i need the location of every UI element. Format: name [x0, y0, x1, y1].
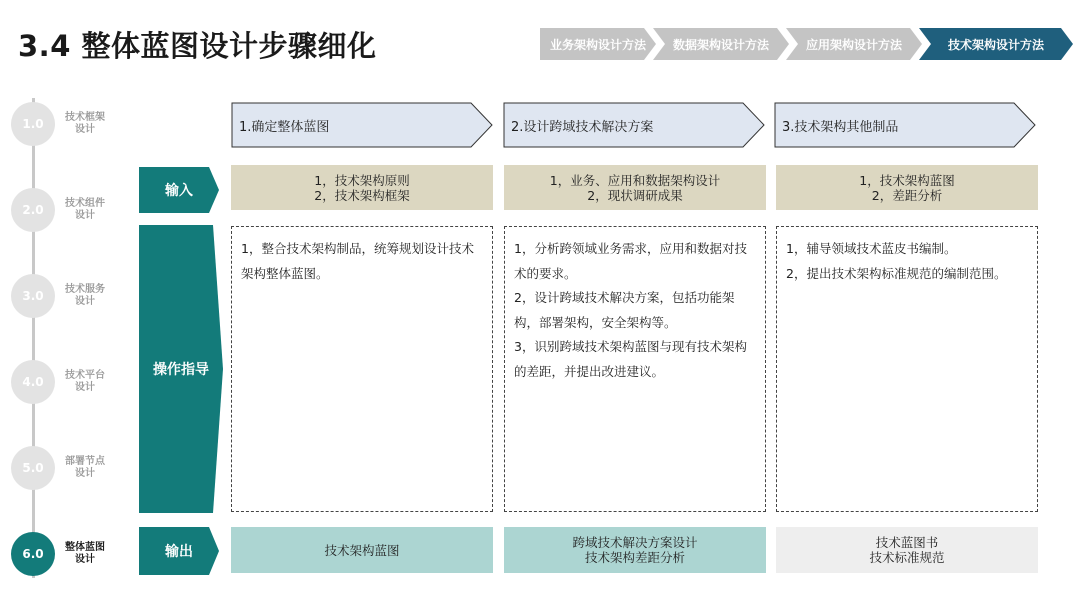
step-label-line2: 设计	[75, 382, 95, 393]
step-label-line2: 设计	[75, 296, 95, 307]
row-label-text: 输入	[165, 183, 193, 199]
input-line: 1，技术架构蓝图	[859, 172, 955, 188]
guide-item: 1，分析跨领域业务需求，应用和数据对技术的要求。	[514, 241, 747, 281]
breadcrumb-technology[interactable]	[919, 28, 1073, 60]
column-header-3	[774, 102, 1036, 148]
column-header-2	[503, 102, 765, 148]
row-label-text: 操作指导	[153, 362, 209, 378]
input-box-3	[776, 165, 1038, 210]
breadcrumb-label: 应用架构设计方法	[805, 37, 902, 52]
timeline-line	[32, 98, 35, 578]
output-line: 技术蓝图书	[875, 535, 939, 550]
input-line: 1，技术架构原则	[314, 172, 410, 188]
output-line: 技术标准规范	[869, 550, 945, 565]
guide-box-3	[776, 226, 1038, 512]
breadcrumb-business[interactable]	[540, 28, 656, 60]
guide-box-1	[231, 226, 493, 512]
breadcrumb-data[interactable]	[653, 28, 789, 60]
row-label-output	[139, 527, 219, 575]
input-box-1	[231, 165, 493, 210]
guide-item: 3，识别跨域技术架构蓝图与现有技术架构的差距，并提出改进建议。	[514, 339, 747, 379]
row-label-input	[139, 167, 219, 213]
column-header-text: 2.设计跨域技术解决方案	[511, 119, 654, 135]
step-2-label	[58, 198, 112, 222]
input-line: 2，技术架构框架	[314, 187, 410, 203]
step-3-circle[interactable]: 3.0	[11, 274, 55, 318]
step-label-line1: 技术框架	[65, 112, 105, 123]
step-label-line1: 部署节点	[65, 456, 105, 467]
column-header-1	[231, 102, 493, 148]
row-label-guide	[139, 225, 223, 513]
step-5-label	[58, 456, 112, 480]
step-label-line1: 技术平台	[65, 370, 105, 381]
guide-box-2	[504, 226, 766, 512]
row-label-text: 输出	[165, 544, 193, 560]
output-box-1	[231, 527, 493, 573]
input-line: 2，现状调研成果	[587, 187, 683, 203]
step-label-line2: 设计	[75, 210, 95, 221]
step-label-line1: 技术组件	[65, 198, 105, 209]
output-box-2	[504, 527, 766, 573]
step-4-circle[interactable]: 4.0	[11, 360, 55, 404]
output-line: 跨域技术解决方案设计	[572, 535, 698, 550]
step-label-line1: 整体蓝图	[65, 542, 105, 553]
step-label-line2: 设计	[75, 554, 95, 565]
step-3-label	[58, 284, 112, 308]
input-box-2	[504, 165, 766, 210]
step-label-line2: 设计	[75, 468, 95, 479]
guide-item: 2，提出技术架构标准规范的编制范围。	[786, 265, 1007, 281]
guide-item: 2，设计跨域技术解决方案，包括功能架构，部署架构，安全架构等。	[514, 290, 735, 330]
input-line: 1，业务、应用和数据架构设计	[549, 172, 721, 188]
column-header-text: 3.技术架构其他制品	[782, 119, 899, 135]
step-1-label	[58, 112, 112, 136]
step-label-line2: 设计	[75, 124, 95, 135]
output-box-3	[776, 527, 1038, 573]
output-line: 技术架构蓝图	[324, 542, 400, 558]
breadcrumb-label: 技术架构设计方法	[947, 37, 1044, 52]
page-title: 3.4 整体蓝图设计步骤细化	[18, 29, 377, 63]
step-6-circle[interactable]: 6.0	[11, 532, 55, 576]
step-2-circle[interactable]: 2.0	[11, 188, 55, 232]
step-6-label	[58, 542, 112, 566]
breadcrumb-label: 业务架构设计方法	[549, 37, 646, 52]
step-label-line1: 技术服务	[65, 284, 105, 295]
guide-item: 1，辅导领域技术蓝皮书编制。	[786, 241, 957, 256]
output-line: 技术架构差距分析	[584, 550, 685, 565]
step-4-label	[58, 370, 112, 394]
guide-item: 1，整合技术架构制品，统筹规划设计技术架构整体蓝图。	[241, 241, 474, 281]
step-5-circle[interactable]: 5.0	[11, 446, 55, 490]
breadcrumb-label: 数据架构设计方法	[672, 37, 769, 52]
breadcrumb-application[interactable]	[786, 28, 922, 60]
input-line: 2，差距分析	[871, 187, 943, 203]
step-1-circle[interactable]: 1.0	[11, 102, 55, 146]
column-header-text: 1.确定整体蓝图	[239, 119, 330, 135]
